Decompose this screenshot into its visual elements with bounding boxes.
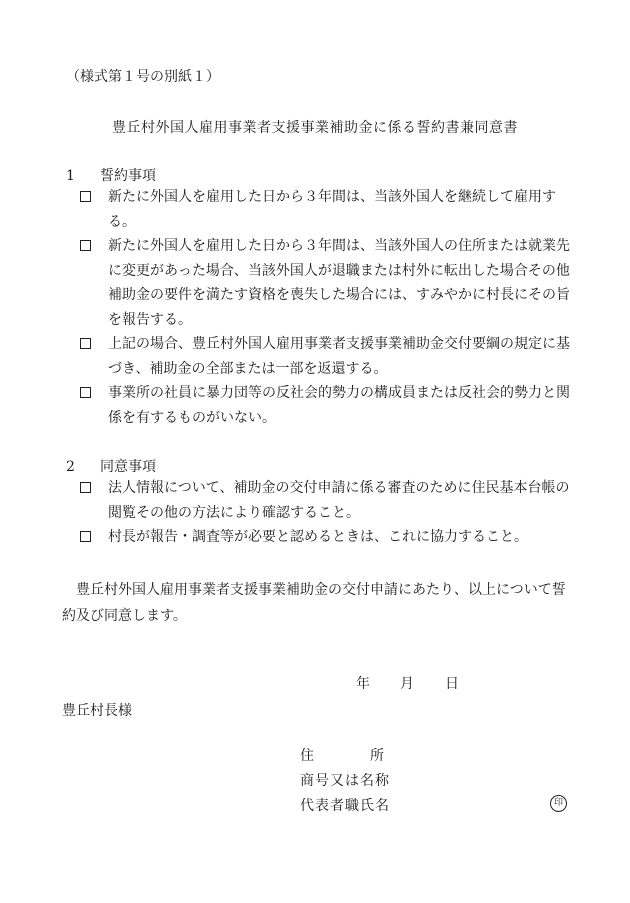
document-title: 豊丘村外国人雇用事業者支援事業補助金に係る誓約書兼同意書 (112, 120, 518, 136)
date-month: 月 (400, 676, 414, 692)
checkbox-icon[interactable] (80, 387, 91, 398)
consent-item-1 (80, 476, 570, 525)
section2-heading (66, 456, 156, 476)
checkbox-icon[interactable] (80, 338, 91, 349)
checkbox-icon[interactable] (80, 531, 91, 542)
representative-label: 代表者職氏名 (300, 798, 390, 814)
date-year: 年 (356, 676, 370, 692)
section1-heading (66, 165, 156, 185)
seal-mark: 印 (550, 795, 567, 812)
pledge-item-text: 事業所の社員に暴力団等の反社会的勢力の構成員または反社会的勢力と関係を有するものがいない。 (108, 385, 570, 426)
address-label: 住所 (300, 748, 440, 764)
company-name-label: 商号又は名称 (300, 773, 390, 789)
checkbox-icon[interactable] (80, 482, 91, 493)
checkbox-icon[interactable] (80, 240, 91, 251)
closing-statement: 豊丘村外国人雇用事業者支援事業補助金の交付申請にあたり、以上について誓約及び同意します。 (62, 582, 566, 624)
section2-number: 2 (66, 459, 75, 475)
pledge-item-1 (80, 185, 570, 234)
section2-heading-text: 同意事項 (100, 459, 156, 475)
checkbox-icon[interactable] (80, 191, 91, 202)
section1-number: 1 (66, 168, 75, 184)
pledge-item-text: 新たに外国人を雇用した日から３年間は、当該外国人の住所または就業先に変更があった場合、当該外国人が退職または村外に転出した場合その他補助金の要件を満たす資格を喪失した場合には、すみやかに村長にその旨を報告する。 (108, 238, 570, 329)
section1-heading-text: 誓約事項 (100, 168, 156, 184)
consent-item-text: 村長が報告・調査等が必要と認めるときは、これに協力すること。 (108, 529, 528, 545)
date-day: 日 (445, 676, 459, 692)
pledge-item-4 (80, 381, 570, 430)
consent-item-text: 法人情報について、補助金の交付申請に係る審査のために住民基本台帳の閲覧その他の方法により確認すること。 (108, 480, 570, 521)
pledge-item-text: 上記の場合、豊丘村外国人雇用事業者支援事業補助金交付要綱の規定に基づき、補助金の全部または一部を返還する。 (108, 336, 570, 377)
pledge-item-2 (80, 234, 570, 333)
form-label: （様式第１号の別紙１） (66, 69, 220, 85)
pledge-item-3 (80, 332, 570, 381)
addressee: 豊丘村長様 (62, 703, 132, 719)
consent-item-2 (80, 525, 570, 550)
pledge-item-text: 新たに外国人を雇用した日から３年間は、当該外国人を継続して雇用する。 (108, 189, 556, 230)
